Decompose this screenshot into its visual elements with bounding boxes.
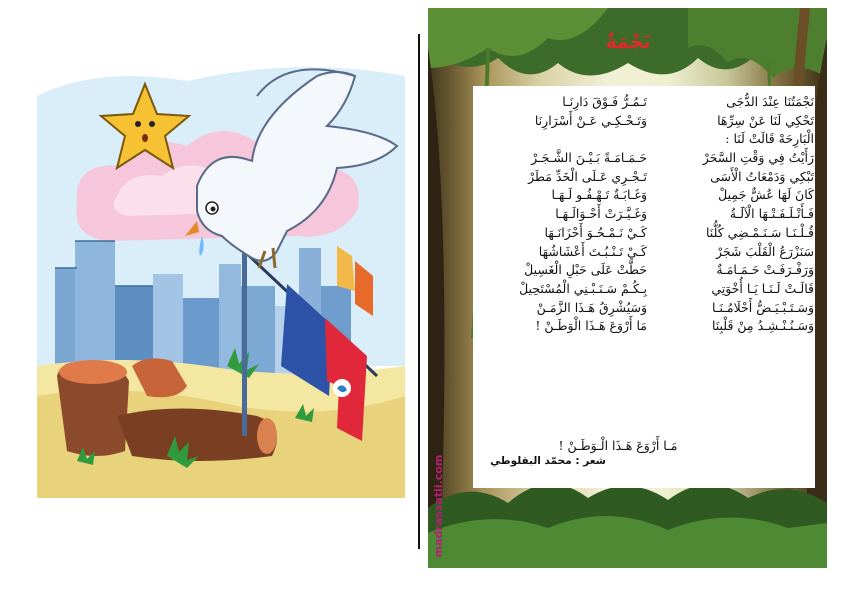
illustration bbox=[37, 36, 405, 498]
verse-line: تَـجْـرِي عَـلَى الْخَدِّ مَطَرْ bbox=[528, 168, 647, 184]
verse-line: تَبْكِي وَدَمْعَاتُ الْأَسَى bbox=[710, 168, 814, 184]
watermark-text: madrassatii.com bbox=[432, 454, 445, 558]
closing-verse: مَـا أَرْوَعَ هَـذَا الْـوَطَـنْ ! bbox=[558, 438, 678, 453]
verse-line: وَرَفْـرَفَـتْ حَـمَـامَـةٌ bbox=[716, 262, 814, 278]
verse-line: كَانَ لَهَا عُشٌّ جَمِيلْ bbox=[718, 187, 814, 203]
verse-line: وَسَيُشْرِقُ هَـذَا الزَّمَـنْ bbox=[536, 299, 647, 315]
verse-line: وَتَـحْـكِـي عَـنْ أَسْرَارِنَا bbox=[534, 112, 647, 128]
poem-title: نَجْمَةٌ bbox=[605, 31, 651, 53]
poem-left-column bbox=[497, 93, 647, 336]
verse-line: كَـيْ تَـنْـبُـتَ أَعْشَاشُهَا bbox=[538, 243, 647, 259]
verse-line: قُـلْـنَـا سَـنَـمْـضِي كُلُّنَا bbox=[705, 224, 814, 240]
verse-line: وَسَـنُـنْـشِـدُ مِنْ قَلْبِنَا bbox=[711, 318, 814, 334]
verse-line: بِـكُـمْ سَـنَـبْـنِي الْمُسْتَحِيلْ bbox=[519, 280, 647, 296]
poem-right-column bbox=[664, 93, 814, 336]
verse-line: قَالَـتْ لَـنَـا يَـا أُخْوَتِي bbox=[711, 280, 814, 296]
poem-page bbox=[428, 8, 827, 568]
verse-line: سَنَزْرَعُ الْقَلْبَ شَجَرْ bbox=[715, 243, 814, 259]
poem-author: شعر : محمّد البقلوطي bbox=[490, 455, 606, 467]
verse-line: كَـيْ نَـمْـحُـوَ أَحْزَانَـهَا bbox=[544, 224, 647, 240]
verse-line: تَـمُـرُّ فَـوْقَ دَارِنَـا bbox=[562, 94, 647, 109]
verse-line: وَغَـيَّـرَتْ أَحْـوَالَـهَـا bbox=[555, 206, 647, 222]
site-watermark bbox=[430, 448, 450, 564]
verse-line: رَأَيْتُ فِي وَقْتِ السَّحَرْ bbox=[702, 150, 814, 166]
verse-line: تَحْكِي لَنَا عَنْ سِرِّهَا bbox=[717, 112, 814, 128]
verse-line: حَطَّتْ عَلَى حَبْلِ الْغَسِيلْ bbox=[524, 262, 647, 278]
verse-line: حَـمَـامَـةً بَـيْـنَ الشَّـجَـرْ bbox=[531, 150, 647, 166]
page-divider bbox=[418, 34, 420, 549]
verse-line: فَـأَتْـلَـفَـتْـهَا الْآلَـةُ bbox=[729, 206, 814, 222]
verse-line: مَا أَرْوَعَ هَـذَا الْوَطَـنْ ! bbox=[535, 318, 647, 334]
verse-line: الْبَارِحَهْ قَالَتْ لَنَا : bbox=[725, 131, 814, 147]
verse-line bbox=[497, 130, 647, 149]
verse-line: وَغَـابَـةٌ تَـهْـفُـو لَـهَـا bbox=[551, 187, 647, 203]
verse-line: نَجْمَتُنَا عِنْدَ الدُّجَى bbox=[726, 94, 814, 109]
verse-line: وَسَـتَـبْـيَـضُّ أَحْلَامُـنَـا bbox=[711, 299, 814, 315]
